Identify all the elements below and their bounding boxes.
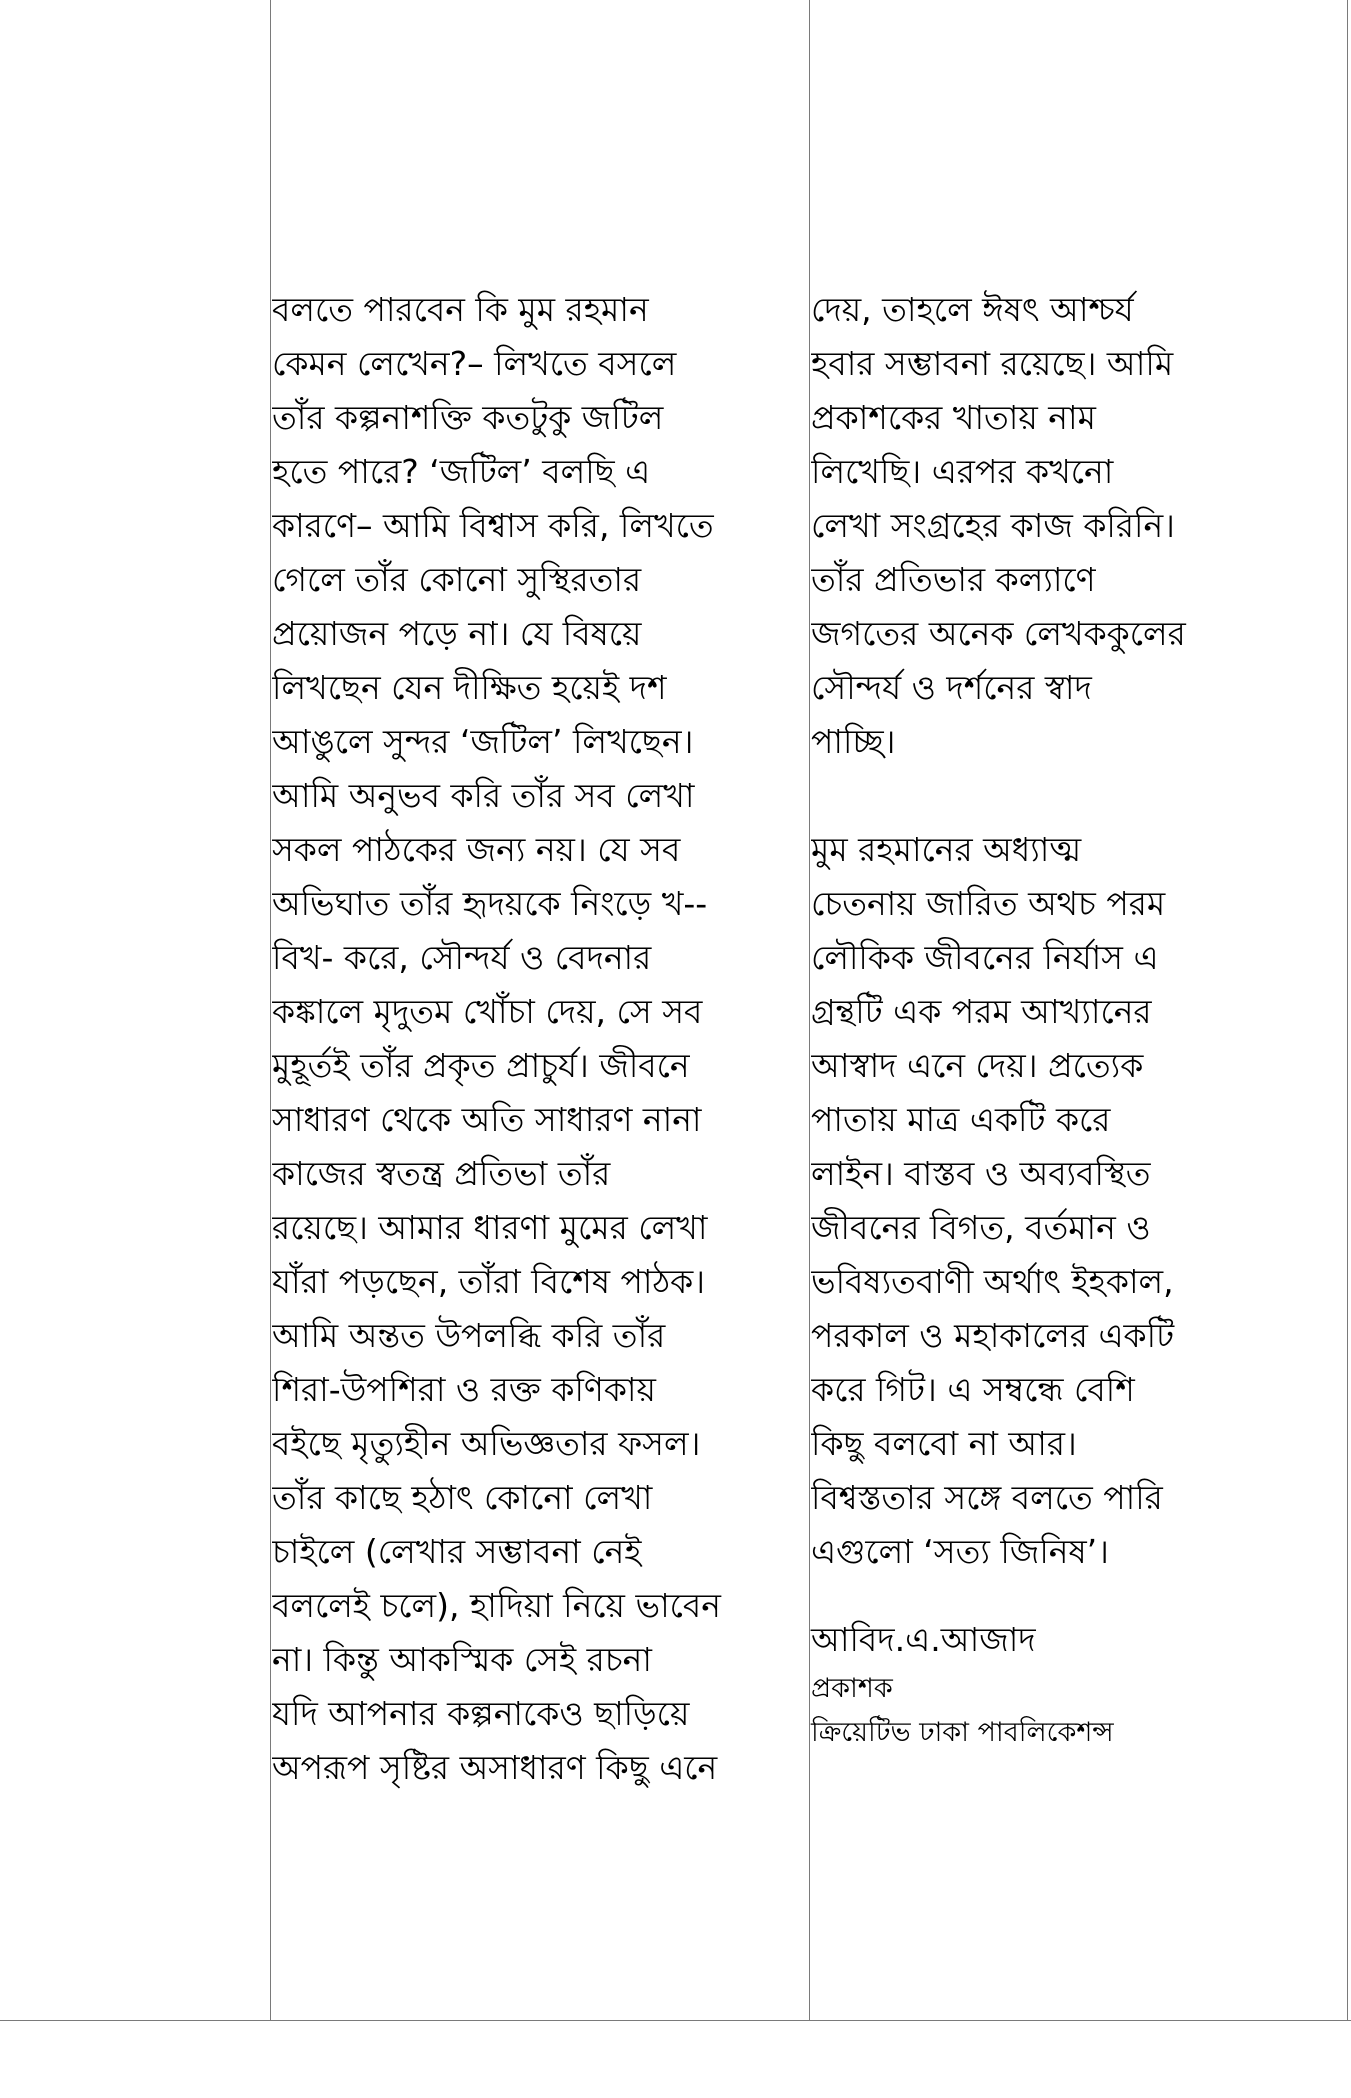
text-line: প্রয়োজন পড়ে না। যে বিষয়ে xyxy=(272,614,642,653)
text-line: চাইলে (লেখার সম্ভাবনা নেই xyxy=(272,1532,642,1571)
paragraph-2 xyxy=(811,823,1336,1579)
text-line: কেমন লেখেন?– লিখতে বসলে xyxy=(272,344,677,383)
text-line: বইছে মৃত্যুহীন অভিজ্ঞতার ফসল। xyxy=(272,1424,701,1463)
text-line: কাজের স্বতন্ত্র প্রতিভা তাঁর xyxy=(272,1154,611,1193)
text-line: লিখছেন যেন দীক্ষিত হয়েই দশ xyxy=(272,668,667,707)
text-line: প্রকাশকের খাতায় নাম xyxy=(811,398,1096,437)
text-line: শিরা-উপশিরা ও রক্ত কণিকায় xyxy=(272,1370,656,1409)
text-line: তাঁর প্রতিভার কল্যাণে xyxy=(811,560,1096,599)
text-line: পাতায় মাত্র একটি করে xyxy=(811,1100,1111,1139)
paragraph-1 xyxy=(811,283,1336,769)
text-line: ভবিষ্যতবাণী অর্থাৎ ইহকাল, xyxy=(811,1262,1174,1301)
text-line: জীবনের বিগত, বর্তমান ও xyxy=(811,1208,1151,1247)
text-line: লাইন। বাস্তব ও অব্যবস্থিত xyxy=(811,1154,1151,1193)
text-line: তাঁর কাছে হঠাৎ কোনো লেখা xyxy=(272,1478,653,1517)
text-line: পরকাল ও মহাকালের একটি xyxy=(811,1316,1175,1355)
text-line: আস্বাদ এনে দেয়। প্রত্যেক xyxy=(811,1046,1144,1085)
text-line: লিখেছি। এরপর কখনো xyxy=(811,452,1114,491)
text-line: রয়েছে। আমার ধারণা মুমের লেখা xyxy=(272,1208,708,1247)
text-line: গ্রন্থটি এক পরম আখ্যানের xyxy=(811,992,1152,1031)
left-text-column xyxy=(272,283,792,1795)
text-line: আমি অন্তত উপলব্ধি করি তাঁর xyxy=(272,1316,666,1355)
text-line: অভিঘাত তাঁর হৃদয়কে নিংড়ে খ-- xyxy=(272,884,708,923)
text-line: তাঁর কল্পনাশক্তি কতটুকু জটিল xyxy=(272,398,664,437)
text-line: যদি আপনার কল্পনাকেও ছাড়িয়ে xyxy=(272,1694,690,1733)
text-line: লেখা সংগ্রহের কাজ করিনি। xyxy=(811,506,1175,545)
text-line: বলতে পারবেন কি মুম রহমান xyxy=(272,290,649,329)
text-line: আঙুলে সুন্দর ‘জটিল’ লিখছেন। xyxy=(272,722,694,761)
left-column-rule xyxy=(270,0,271,2021)
text-line: গেলে তাঁর কোনো সুস্থিরতার xyxy=(272,560,642,599)
author-name: আবিদ.এ.আজাদ xyxy=(811,1620,1036,1659)
paragraph-spacer xyxy=(811,769,1336,823)
text-line: চেতনায় জারিত অথচ পরম xyxy=(811,884,1166,923)
publisher-name: ক্রিয়েটিভ ঢাকা পাবলিকেশন্স xyxy=(811,1717,1114,1748)
text-line: হতে পারে? ‘জটিল’ বলছি এ xyxy=(272,452,651,491)
text-line: আমি অনুভব করি তাঁর সব লেখা xyxy=(272,776,695,815)
text-line: কঙ্কালে মৃদুতম খোঁচা দেয়, সে সব xyxy=(272,992,703,1031)
text-line: বললেই চলে), হাদিয়া নিয়ে ভাবেন xyxy=(272,1586,721,1625)
text-line: করে গিট। এ সম্বন্ধে বেশি xyxy=(811,1370,1135,1409)
text-line: না। কিন্তু আকস্মিক সেই রচনা xyxy=(272,1640,652,1679)
text-line: কারণে– আমি বিশ্বাস করি, লিখতে xyxy=(272,506,714,545)
text-line: কিছু বলবো না আর। xyxy=(811,1424,1077,1463)
text-line: যাঁরা পড়ছেন, তাঁরা বিশেষ পাঠক। xyxy=(272,1262,706,1301)
bottom-page-border xyxy=(0,2020,1351,2021)
text-line: দেয়, তাহলে ঈষৎ আশ্চর্য xyxy=(811,290,1134,329)
middle-column-rule xyxy=(809,0,810,2021)
text-line: লৌকিক জীবনের নির্যাস এ xyxy=(811,938,1159,977)
right-text-column xyxy=(811,283,1336,1579)
text-line: সাধারণ থেকে অতি সাধারণ নানা xyxy=(272,1100,702,1139)
text-line: বিশ্বস্ততার সঙ্গে বলতে পারি xyxy=(811,1478,1163,1517)
text-line: সকল পাঠকের জন্য নয়। যে সব xyxy=(272,830,681,869)
text-line: এগুলো ‘সত্য জিনিষ’। xyxy=(811,1532,1109,1571)
text-line: পাচ্ছি। xyxy=(811,722,896,761)
text-line: অপরূপ সৃষ্টির অসাধারণ কিছু এনে xyxy=(272,1748,718,1787)
text-line: মুম রহমানের অধ্যাত্ম xyxy=(811,830,1082,869)
author-role: প্রকাশক xyxy=(811,1673,893,1704)
right-page-border xyxy=(1347,0,1348,2021)
text-line: বিখ- করে, সৌন্দর্য ও বেদনার xyxy=(272,938,652,977)
text-line: মুহূর্তই তাঁর প্রকৃত প্রাচুর্য। জীবনে xyxy=(272,1046,690,1085)
text-line: জগতের অনেক লেখককুলের xyxy=(811,614,1186,653)
signature-block xyxy=(811,1613,1336,1755)
text-line: হবার সম্ভাবনা রয়েছে। আমি xyxy=(811,344,1174,383)
text-line: সৌন্দর্য ও দর্শনের স্বাদ xyxy=(811,668,1092,707)
